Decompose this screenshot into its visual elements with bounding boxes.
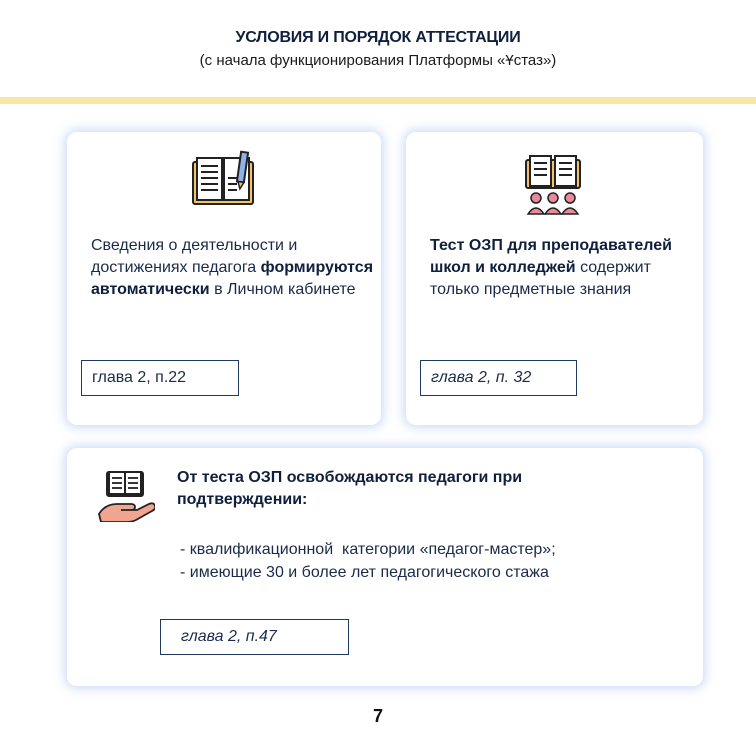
card-ozp-test-text-part2: содержит только предметные знания: [430, 259, 651, 298]
list-item: - квалификационной категории «педагог-мастер»;: [180, 541, 556, 558]
book-audience-icon: [524, 154, 582, 216]
card-ozp-test-text: [430, 235, 700, 301]
card-ozp-test: [406, 132, 703, 425]
card-exemption: [67, 448, 703, 686]
hand-holding-book-icon: [97, 470, 155, 522]
exemption-list: [180, 538, 556, 584]
card-auto-data-text: [91, 235, 381, 301]
page-title: УСЛОВИЯ И ПОРЯДОК АТТЕСТАЦИИ: [235, 29, 521, 46]
card-exemption-ref: глава 2, п.47: [160, 619, 349, 655]
card-ozp-test-text-bold: Тест ОЗП для преподавателей школ и колледжей: [430, 237, 672, 276]
page-subtitle: (с начала функционирования Платформы «Ұстаз»): [199, 52, 557, 69]
card-auto-data-text-part2: в Личном кабинете: [214, 281, 356, 298]
open-book-pen-icon: [191, 148, 259, 208]
accent-band: [0, 97, 756, 104]
card-exemption-heading: От теста ОЗП освобождаются педагоги при подтверждении:: [177, 469, 523, 508]
card-auto-data-ref: глава 2, п.22: [81, 360, 239, 396]
card-ozp-test-ref: глава 2, п. 32: [420, 360, 577, 396]
page-number: 7: [372, 706, 383, 726]
list-item: - имеющие 30 и более лет педагогического стажа: [180, 564, 549, 581]
card-auto-data-text-part1: Сведения о деятельности и достижениях педагога: [91, 237, 298, 276]
card-auto-data-text-bold: формируются автоматически: [91, 259, 374, 298]
card-auto-data: [67, 132, 381, 425]
